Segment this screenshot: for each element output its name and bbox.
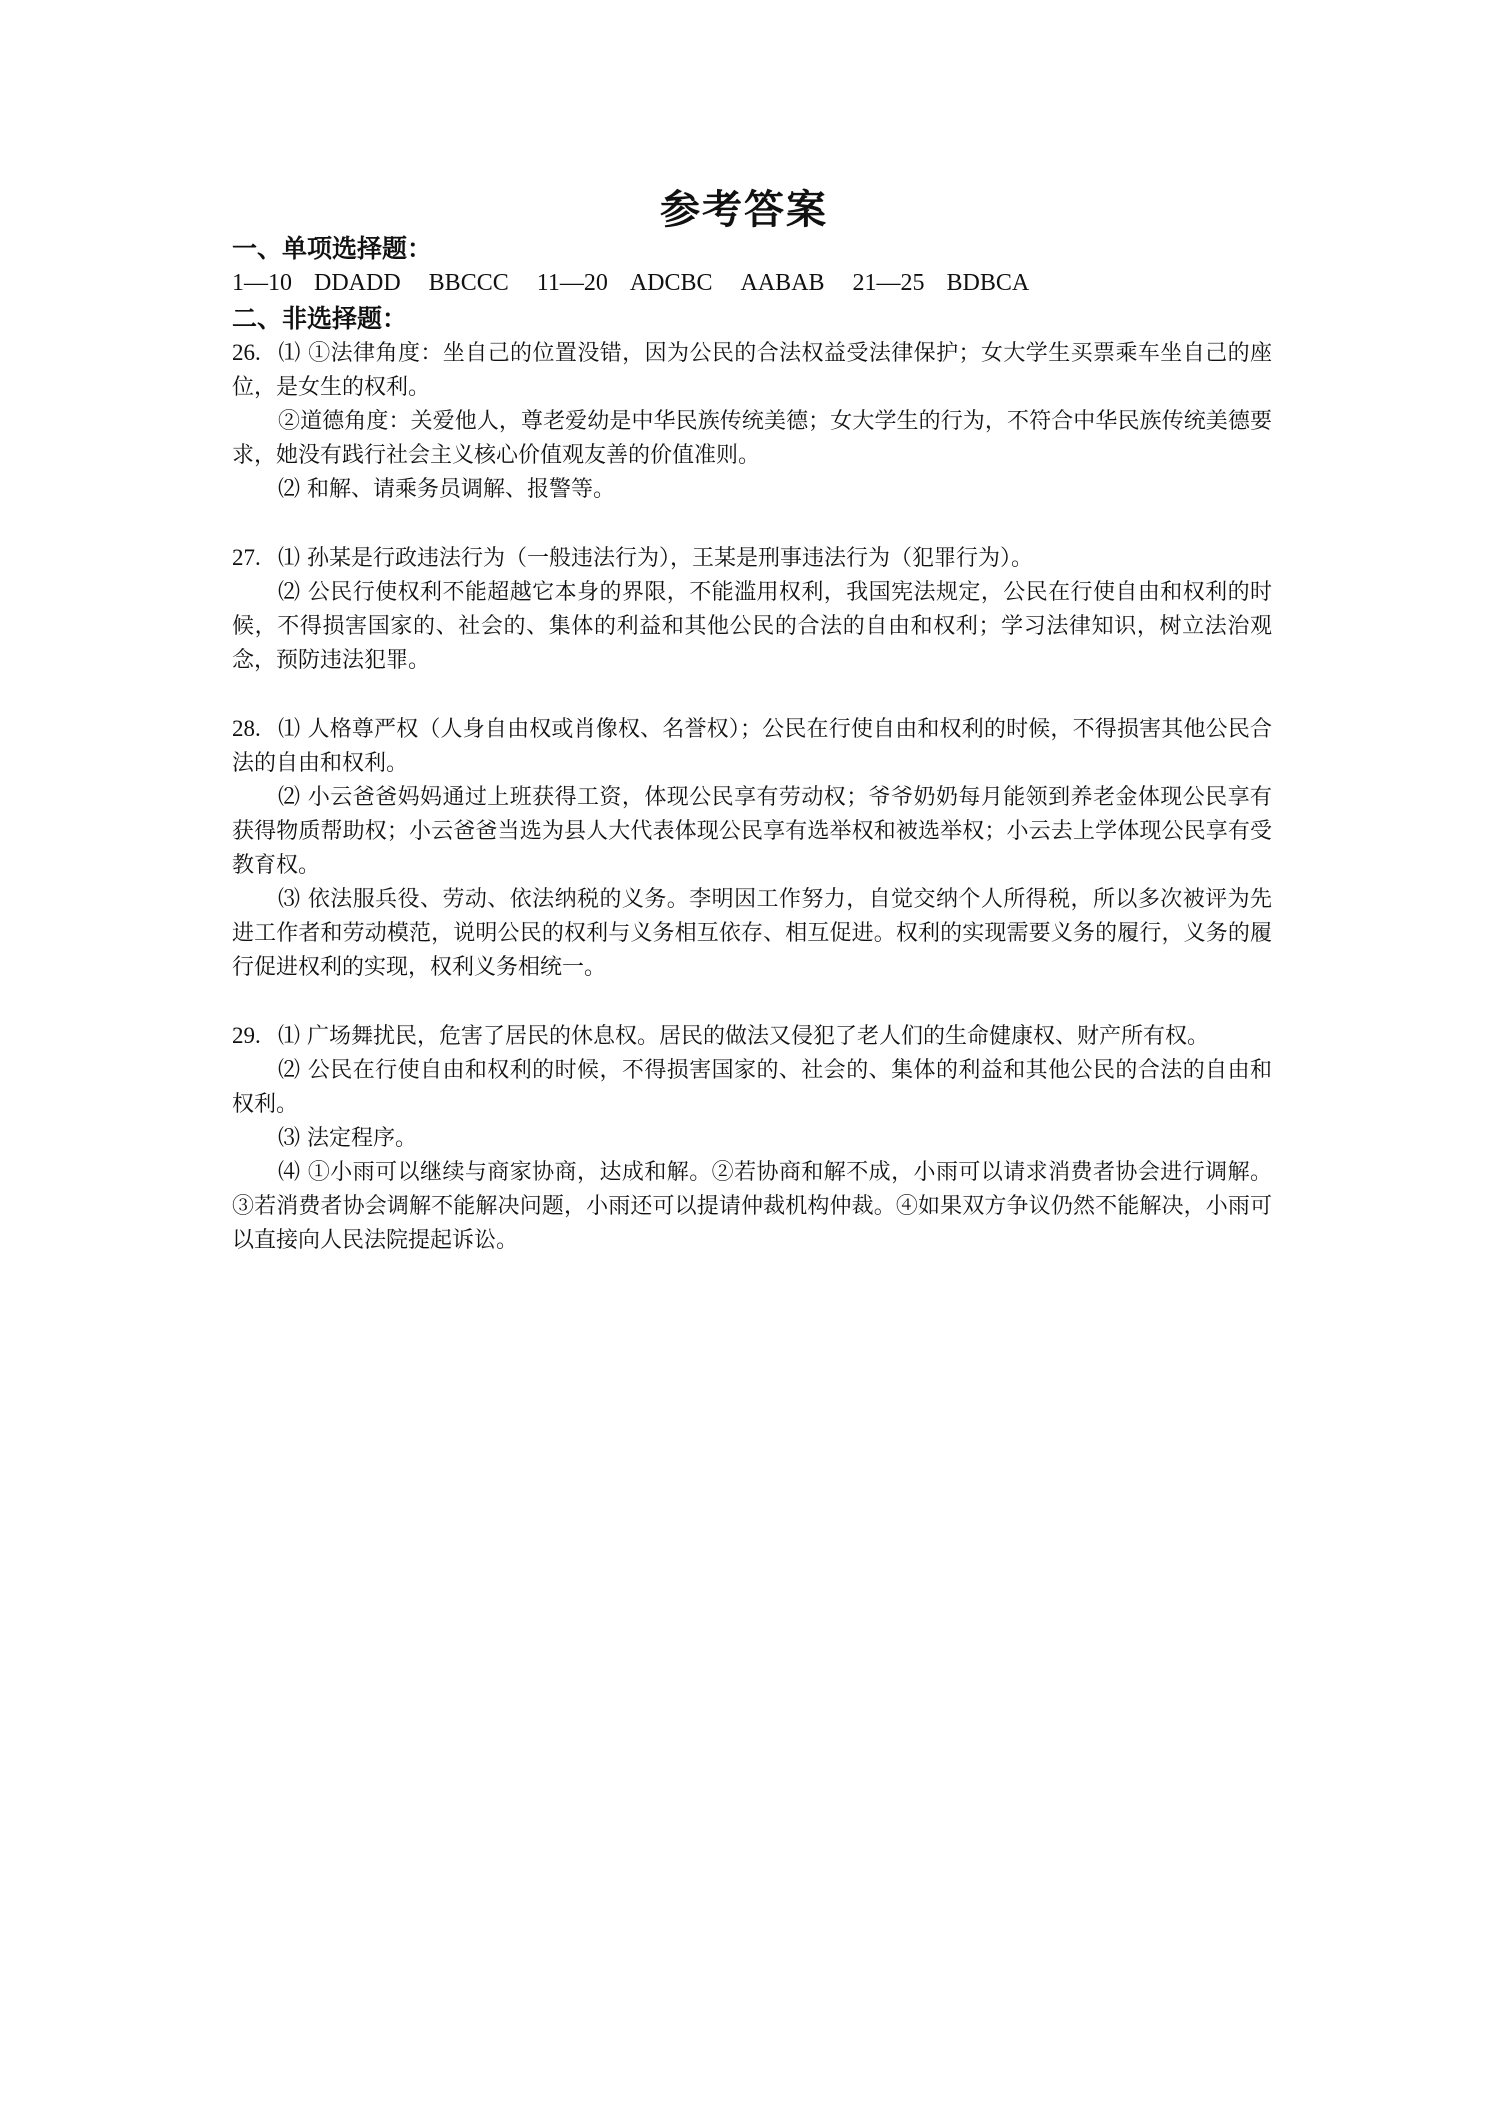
question-28 [232,712,1272,985]
answer-paragraph: ⑶ 法定程序。 [278,1126,417,1151]
mc-range-3: 21—25 [852,270,925,296]
answer-paragraph: ⑶ 依法服兵役、劳动、依法纳税的义务。李明因工作努力，自觉交纳个人所得税，所以多次被评为先进工作者和劳动模范，说明公民的权利与义务相互依存、相互促进。权利的实现需要义务的履行，义务的履行促进权利的实现，权利义务相统一。 [232,887,1272,980]
answer-text: ⑴ 广场舞扰民，危害了居民的休息权。居民的做法又侵犯了老人们的生命健康权、财产所有权。 [278,1024,1209,1049]
question-number: 27. [232,545,261,570]
mc-range-2: 11—20 [536,270,608,296]
answer-paragraph [232,1019,1272,1054]
mc-group: AABAB [740,270,825,296]
mc-group: DDADD [314,270,401,296]
page-title: 参考答案 [660,186,828,233]
answer-paragraph: ⑵ 和解、请乘务员调解、报警等。 [278,477,615,502]
question-number: 28. [232,716,261,741]
answer-paragraph [232,712,1272,781]
answer-paragraph: ⑵ 公民行使权利不能超越它本身的界限，不能滥用权利，我国宪法规定，公民在行使自由和权利的时候，不得损害国家的、社会的、集体的利益和其他公民的合法的自由和权利；学习法律知识，树立法治观念，预防违法犯罪。 [232,580,1272,673]
answer-paragraph [232,541,1272,576]
answer-text: ⑴ 人格尊严权（人身自由权或肖像权、名誉权）；公民在行使自由和权利的时候，不得损害其他公民合法的自由和权利。 [232,717,1272,776]
answer-text: ⑴ ①法律角度：坐自己的位置没错，因为公民的合法权益受法律保护；女大学生买票乘车坐自己的座位，是女生的权利。 [232,341,1272,400]
content-body [232,232,1272,1258]
answer-paragraph: ⑷ ①小雨可以继续与商家协商，达成和解。②若协商和解不成，小雨可以请求消费者协会进行调解。③若消费者协会调解不能解决问题，小雨还可以提请仲裁机构仲裁。④如果双方争议仍然不能解决，小雨可以直接向人民法院提起诉讼。 [232,1160,1272,1253]
question-number: 26. [232,340,261,365]
answer-text: ⑴ 孙某是行政违法行为（一般违法行为），王某是刑事违法行为（犯罪行为）。 [278,546,1033,571]
question-29 [232,1019,1272,1258]
answer-paragraph: ②道德角度：关爱他人，尊老爱幼是中华民族传统美德；女大学生的行为，不符合中华民族传统美德要求，她没有践行社会主义核心价值观友善的价值准则。 [232,409,1272,468]
mc-group: ADCBC [629,270,713,296]
multiple-choice-answers [232,266,1272,300]
answer-paragraph: ⑵ 小云爸爸妈妈通过上班获得工资，体现公民享有劳动权；爷爷奶奶每月能领到养老金体现公民享有获得物质帮助权；小云爸爸当选为县人大代表体现公民享有选举权和被选举权；小云去上学体现公民享有受教育权。 [232,785,1272,878]
mc-range-1: 1—10 [232,270,292,296]
question-26 [232,336,1272,507]
question-27 [232,541,1272,678]
section-heading-multiple-choice: 一、单项选择题： [232,234,433,263]
answer-paragraph: ⑵ 公民在行使自由和权利的时候，不得损害国家的、社会的、集体的利益和其他公民的合法的自由和权利。 [232,1058,1272,1117]
mc-group: BDBCA [946,270,1030,296]
mc-group: BBCCC [428,270,509,296]
section-heading-non-choice: 二、非选择题： [232,304,408,333]
answer-paragraph [232,336,1272,405]
question-number: 29. [232,1023,261,1048]
